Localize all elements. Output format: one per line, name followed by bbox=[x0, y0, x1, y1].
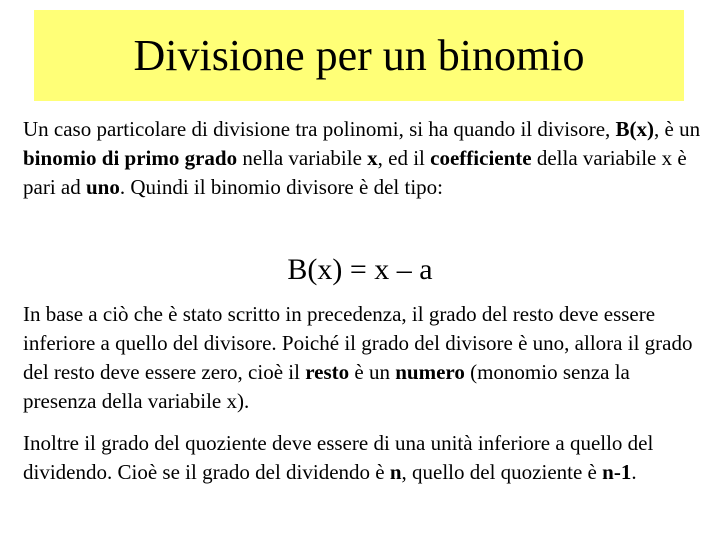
formula: B(x) = x – a bbox=[287, 253, 433, 286]
bold-term: numero bbox=[395, 360, 465, 384]
text-run: della variabile x è pari ad bbox=[23, 146, 687, 199]
text-run: Un caso particolare di divisione tra polinomi, si ha quando il divisore, bbox=[23, 117, 616, 141]
paragraph-resto bbox=[23, 300, 703, 416]
page-title: Divisione per un binomio bbox=[133, 30, 585, 80]
bold-term: B(x) bbox=[615, 117, 655, 141]
text-run: nella variabile bbox=[237, 146, 368, 170]
title-banner bbox=[34, 10, 684, 101]
bold-term: coefficiente bbox=[430, 146, 532, 170]
paragraph-quoziente bbox=[23, 429, 703, 487]
bold-term: resto bbox=[305, 360, 350, 384]
bold-term: n bbox=[389, 460, 402, 484]
bold-term: binomio di primo grado bbox=[23, 146, 238, 170]
paragraph-intro bbox=[23, 115, 713, 202]
text-run: è un bbox=[349, 360, 396, 384]
text-run: , è un bbox=[654, 117, 701, 141]
bold-term: x bbox=[367, 146, 378, 170]
bold-term: uno bbox=[85, 175, 120, 199]
text-run: In base a ciò che è stato scritto in precedenza, il grado del resto deve essere inferiore a quello del divisore. Poiché il grado del divisore è uno, allora il grado del resto deve essere zero, cioè il bbox=[23, 302, 693, 384]
text-run: Inoltre il grado del quoziente deve essere di una unità inferiore a quello del dividendo. Cioè se il grado del dividendo è bbox=[23, 431, 654, 484]
text-run: , quello del quoziente è bbox=[401, 460, 603, 484]
text-run: , ed il bbox=[377, 146, 431, 170]
text-run: (monomio senza la presenza della variabile x). bbox=[23, 360, 630, 413]
text-run: . Quindi il binomio divisore è del tipo: bbox=[119, 175, 443, 199]
text-run: . bbox=[631, 460, 637, 484]
bold-term: n-1 bbox=[602, 460, 632, 484]
